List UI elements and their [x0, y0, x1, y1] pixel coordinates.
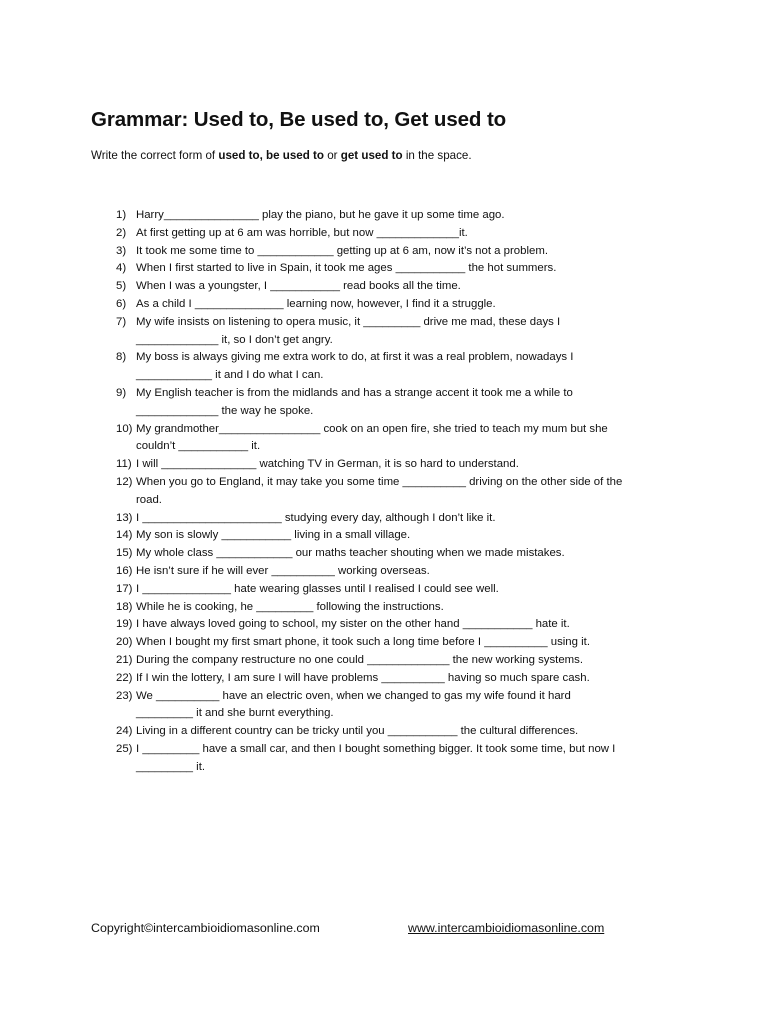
exercise-text: I ______________________ studying every day, although I don’t like it. — [136, 511, 496, 524]
exercise-text: We __________ have an electric oven, when we changed to gas my wife found it hard _________ it and she burnt everything. — [136, 689, 571, 720]
exercise-number — [108, 474, 136, 510]
exercise-item — [108, 474, 698, 510]
exercise-text: My grandmother________________ cook on an open fire, she tried to teach my mum but she couldn’t ___________ it. — [136, 422, 608, 453]
exercise-text: He isn’t sure if he will ever __________ working overseas. — [136, 564, 430, 577]
exercise-number-label: 16) — [116, 564, 133, 577]
exercise-number-label: 23) — [116, 689, 133, 702]
exercise-item — [108, 545, 698, 563]
exercise-item — [108, 456, 698, 474]
exercise-number-label: 2) — [116, 226, 127, 239]
exercise-number — [108, 260, 136, 278]
exercise-number — [108, 385, 136, 421]
exercise-text: Harry_______________ play the piano, but he gave it up some time ago. — [136, 209, 505, 221]
instruction-bold-1: used to, be used to — [218, 149, 324, 162]
exercise-number-label: 4) — [116, 262, 127, 275]
exercise-item — [108, 278, 698, 296]
page-title: Grammar: Used to, Be used to, Get used to — [91, 108, 507, 131]
footer-website-link[interactable]: www.intercambioidiomasonline.com — [408, 921, 605, 935]
exercise-item — [108, 527, 698, 545]
exercise-item — [108, 243, 698, 261]
footer-copyright: Copyright©intercambioidiomasonline.com — [91, 921, 320, 935]
exercise-text: When I bought my first smart phone, it took such a long time before I __________ using it. — [136, 636, 590, 649]
exercise-text: If I win the lottery, I am sure I will have problems __________ having so much spare cash. — [136, 671, 590, 684]
exercise-number — [108, 545, 136, 563]
instruction-text — [91, 149, 472, 162]
exercise-item — [108, 688, 698, 724]
exercise-number-label: 13) — [116, 511, 133, 524]
exercise-item — [108, 349, 698, 385]
exercise-number — [108, 634, 136, 652]
exercise-item — [108, 296, 698, 314]
exercise-number — [108, 243, 136, 261]
exercise-item — [108, 207, 698, 225]
exercise-item — [108, 723, 698, 741]
exercise-number-label: 11) — [116, 458, 132, 471]
exercise-number — [108, 421, 136, 457]
exercise-list — [108, 207, 698, 777]
exercise-number-label: 14) — [116, 529, 133, 542]
exercise-number — [108, 278, 136, 296]
exercise-text: Living in a different country can be tricky until you ___________ the cultural differences. — [136, 725, 579, 738]
instruction-middle: or — [324, 149, 341, 162]
exercise-item — [108, 421, 698, 457]
exercise-number — [108, 314, 136, 350]
exercise-item — [108, 616, 698, 634]
exercise-number-label: 21) — [116, 653, 133, 666]
exercise-item — [108, 581, 698, 599]
exercise-number — [108, 616, 136, 634]
exercise-item — [108, 225, 698, 243]
exercise-text: I _________ have a small car, and then I bought something bigger. It took some time, but now I _________ it. — [136, 742, 616, 773]
exercise-number — [108, 723, 136, 741]
exercise-number-label: 20) — [116, 636, 133, 649]
exercise-item — [108, 670, 698, 688]
exercise-item — [108, 510, 698, 528]
exercise-number-label: 6) — [116, 297, 127, 310]
instruction-before: Write the correct form of — [91, 149, 219, 162]
exercise-number — [108, 670, 136, 688]
exercise-text: As a child I ______________ learning now, however, I find it a struggle. — [136, 297, 496, 310]
exercise-number-label: 25) — [116, 742, 133, 755]
exercise-text: When I first started to live in Spain, it took me ages ___________ the hot summers. — [136, 262, 557, 275]
exercise-number — [108, 741, 136, 777]
exercise-item — [108, 741, 698, 777]
exercise-number-label: 10) — [116, 422, 133, 435]
exercise-number — [108, 652, 136, 670]
exercise-item — [108, 652, 698, 670]
exercise-text: During the company restructure no one could _____________ the new working systems. — [136, 653, 584, 666]
exercise-text: When you go to England, it may take you some time __________ driving on the other side of the road. — [136, 475, 623, 506]
exercise-number-label: 3) — [116, 244, 127, 257]
exercise-item — [108, 634, 698, 652]
exercise-number — [108, 225, 136, 243]
exercise-text: While he is cooking, he _________ following the instructions. — [136, 600, 444, 613]
exercise-number-label: 17) — [116, 582, 133, 595]
exercise-number-label: 9) — [116, 386, 127, 399]
exercise-number-label: 12) — [116, 475, 133, 488]
exercise-number — [108, 207, 136, 225]
exercise-number-label: 15) — [116, 547, 133, 560]
exercise-number-label: 5) — [116, 280, 127, 293]
exercise-text: When I was a youngster, I ___________ read books all the time. — [136, 280, 461, 293]
exercise-text: It took me some time to ____________ getting up at 6 am, now it’s not a problem. — [136, 244, 548, 257]
exercise-number-label: 7) — [116, 315, 127, 328]
instruction-after: in the space. — [402, 149, 472, 162]
exercise-number — [108, 563, 136, 581]
exercise-item — [108, 385, 698, 421]
exercise-text: My English teacher is from the midlands and has a strange accent it took me a while to _____________ the way he spoke. — [136, 386, 573, 417]
exercise-number — [108, 456, 136, 474]
instruction-bold-2: get used to — [340, 149, 403, 162]
exercise-text: My whole class ____________ our maths teacher shouting when we made mistakes. — [136, 547, 565, 560]
exercise-number — [108, 296, 136, 314]
exercise-number-label: 8) — [116, 351, 127, 364]
exercise-number — [108, 581, 136, 599]
exercise-number — [108, 527, 136, 545]
exercise-text: My son is slowly ___________ living in a small village. — [136, 529, 411, 542]
exercise-text: I ______________ hate wearing glasses until I realised I could see well. — [136, 582, 499, 595]
exercise-number-label: 18) — [116, 600, 133, 613]
exercise-item — [108, 314, 698, 350]
exercise-text: My wife insists on listening to opera music, it _________ drive me mad, these days I _____________ it, so I don’t get angry. — [136, 315, 561, 346]
exercise-number-label: 1) — [116, 209, 127, 221]
exercise-text: At first getting up at 6 am was horrible, but now _____________it. — [136, 226, 468, 239]
exercise-item — [108, 563, 698, 581]
exercise-number — [108, 349, 136, 385]
exercise-text: I have always loved going to school, my sister on the other hand ___________ hate it. — [136, 618, 570, 631]
exercise-text: I will _______________ watching TV in German, it is so hard to understand. — [136, 458, 519, 471]
exercise-number-label: 24) — [116, 725, 133, 738]
exercise-text: My boss is always giving me extra work to do, at first it was a real problem, nowadays I ____________ it and I do what I can. — [136, 351, 574, 382]
exercise-item — [108, 260, 698, 278]
exercise-number — [108, 688, 136, 724]
exercise-number-label: 19) — [116, 618, 133, 631]
exercise-number — [108, 599, 136, 617]
exercise-number-label: 22) — [116, 671, 133, 684]
exercise-item — [108, 599, 698, 617]
exercise-number — [108, 510, 136, 528]
